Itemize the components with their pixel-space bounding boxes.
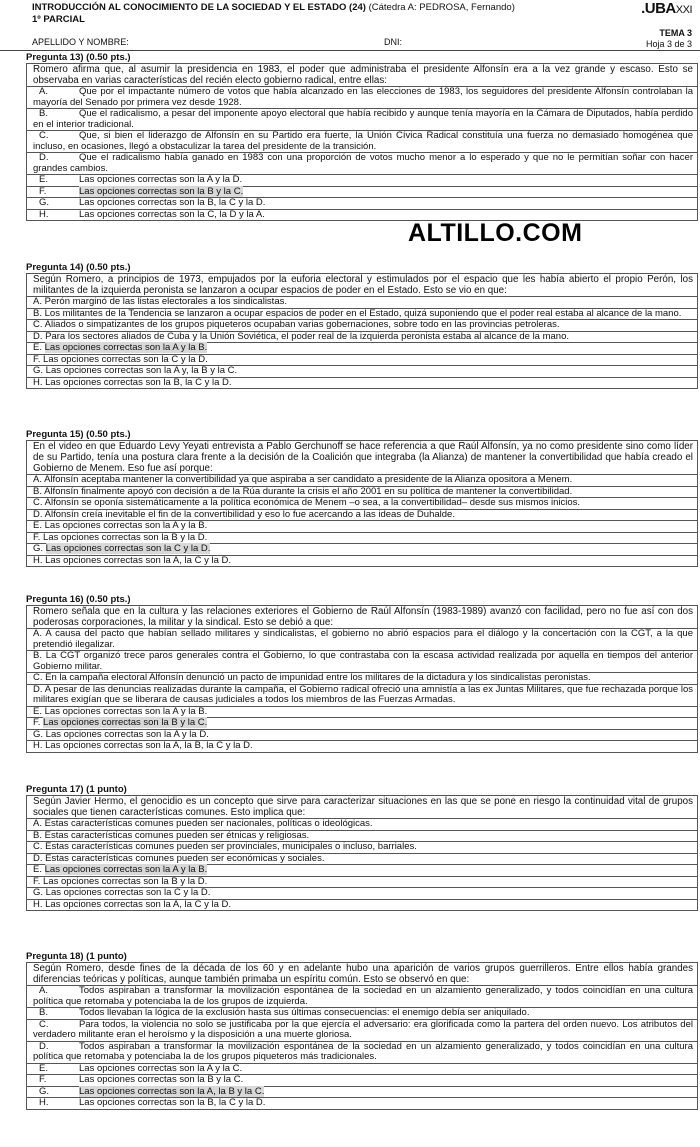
option-text: Las opciones correctas son la B, la C y la D. <box>79 1097 266 1108</box>
option-text: Estas características comunes pueden ser nacionales, políticas o ideológicas. <box>44 818 373 829</box>
option-letter: F. <box>33 875 41 887</box>
option-letter: H. <box>39 208 49 220</box>
option-text: Que el radicalismo había ganado en 1983 con una proporción de votos mucho menor a lo esperado y que no le permitían soñar con hacer grandes cambios. <box>33 152 693 174</box>
question-title: Pregunta 17) (1 punto) <box>26 784 127 795</box>
option-letter: F. <box>39 185 47 197</box>
option-text: Estas características comunes pueden ser económicas y sociales. <box>45 852 325 864</box>
option-text: Las opciones correctas son la B, la C y la D. <box>45 376 232 388</box>
answer-option[interactable] <box>26 175 698 187</box>
option-text: Las opciones correctas son la A y, la B y la C. <box>45 365 238 376</box>
option-text: Alfonsín finalmente apoyó con decisión a de la Rúa durante la crisis el año 2001 en su política de mantener la convertibilidad. <box>44 485 573 497</box>
option-letter: C. <box>33 319 43 330</box>
option-text: En la campaña electoral Alfonsín denunció un pacto de impunidad entre los militares de la dictadura y los sindicalistas peronistas. <box>45 672 591 683</box>
option-letter: D. <box>39 1040 49 1052</box>
option-letter: B. <box>33 485 42 497</box>
answer-option[interactable] <box>26 741 698 753</box>
answer-option[interactable] <box>26 1020 698 1042</box>
tema-block <box>646 28 692 50</box>
option-text: Alfonsín creía inevitable el fin de la convertibilidad y eso lo fue acercando a las ideas de Duhalde. <box>44 508 455 520</box>
question-13 <box>26 52 698 221</box>
option-letter: A. <box>33 474 42 485</box>
question-stem: Según Romero, desde fines de la década de los 60 y en adelante hubo una aparición de varios grupos guerrilleros. Entre ellos había grandes diferencias teóricas y políticas, aunque también primaba un espíritu común. Esto se observó en que: <box>26 962 698 986</box>
option-text: Las opciones correctas son la C y la D. <box>45 887 211 898</box>
option-letter: A. <box>33 296 42 307</box>
option-text: Que, si bien el liderazgo de Alfonsín en su Partido era fuerte, la Unión Cívica Radical constituía una fuerza no demasiado homogénea que incluso, en ocasiones, llegó a obstaculizar la tarea del presidente de la transición. <box>33 130 693 152</box>
option-text: Las opciones correctas son la A, la B, la C y la D. <box>45 740 253 751</box>
question-stem: Romero señala que en la cultura y las relaciones exteriores el Gobierno de Raúl Alfonsín (1983-1989) avanzó con facilidad, pero no fue así con dos poderosas corporaciones, la militar y la sindical. Esto se debió a que: <box>26 605 698 629</box>
option-text: Que por el impactante número de votos que había alcanzado en las elecciones de 1983, los seguidores del presidente Alfonsín controlaban la mayoría del Senado por primera vez desde 1928. <box>33 86 693 108</box>
option-text: Todos llevaban la lógica de la exclusión hasta sus últimas consecuencias: el enemigo debía ser aniquilado. <box>79 1007 530 1018</box>
answer-option[interactable] <box>26 1075 698 1087</box>
option-text: Las opciones correctas son la A y la B. <box>44 705 208 717</box>
page-counter: Hoja 3 de 3 <box>645 39 692 49</box>
question-stem: Según Javier Hermo, el genocidio es un concepto que sirve para caracterizar situaciones en las que se pone en riesgo la continuidad vital de grupos sociales que tienen características comunes. Esto implica que: <box>26 795 698 819</box>
answer-option[interactable] <box>26 131 698 153</box>
option-letter: A. <box>33 818 42 829</box>
option-text: Las opciones correctas son la B y la D. <box>43 875 208 887</box>
option-text: Las opciones correctas son la B y la D. <box>43 531 208 543</box>
watermark: ALTILLO.COM <box>408 219 583 247</box>
option-letter: C. <box>33 841 43 852</box>
option-text: Todos aspiraban a transformar la movilización espontánea de la sociedad en un alzamiento generalizado, y todos coincidían en una cultura política que retomaba y potenciaba la de los grupos piqueteros más tradicionales. <box>33 1040 693 1062</box>
course-title <box>32 2 515 13</box>
answer-option[interactable] <box>26 900 698 912</box>
exam-term: 1º PARCIAL <box>32 14 85 25</box>
answer-option[interactable] <box>26 109 698 131</box>
option-text: Las opciones correctas son la A y la D. <box>45 728 209 740</box>
option-letter: G. <box>33 365 44 376</box>
uba-xxi-logo: .UBAXXI <box>641 0 692 17</box>
option-letter: H. <box>33 740 43 751</box>
option-letter: A. <box>39 86 48 97</box>
option-letter: G. <box>33 543 44 554</box>
option-text: Estas características comunes pueden ser étnicas y religiosas. <box>44 829 310 841</box>
option-letter: G. <box>33 887 44 898</box>
answer-option[interactable] <box>26 1098 698 1110</box>
option-letter: B. <box>33 307 42 319</box>
tema-label: TEMA 3 <box>659 28 692 38</box>
question-title: Pregunta 14) (0.50 pts.) <box>26 262 131 273</box>
option-letter: E. <box>33 864 42 875</box>
option-letter: C. <box>39 130 49 141</box>
question-15 <box>26 429 698 567</box>
option-text: Las opciones correctas son la C y la D. <box>45 543 211 554</box>
question-stem: En el video en que Eduardo Levy Yeyati entrevista a Pablo Gerchunoff se hace referencia a que Raúl Alfonsín, ya no como presidente sino como líder de su Partido, tenía una postura clara frente a la decisión de la Coalición que integraba (la Alianza) de mantener la convertibilidad que había creado el Gobierno de Menem. Eso fue así porque: <box>26 440 698 475</box>
option-text: A causa del pacto que habían sellado militares y sindicalistas, el gobierno no abrió espacios para el diálogo y la concertación con la CGT, a la que pretendió ilegalizar. <box>33 628 693 650</box>
option-letter: A. <box>33 628 42 639</box>
option-letter: G. <box>33 728 44 740</box>
question-title: Pregunta 16) (0.50 pts.) <box>26 594 131 605</box>
option-text: Que el radicalismo, a pesar del imponente apoyo electoral que había recibido y aunque tenía mayoría en la Cámara de Diputados, había perdido en el interior tradicional. <box>33 108 693 130</box>
option-letter: H. <box>33 898 43 910</box>
option-text: Las opciones correctas son la A y la B. <box>44 864 208 875</box>
option-text: Aliados o simpatizantes de los grupos piqueteros ocupaban varias gobernaciones, sobre todo en las provincias petroleras. <box>44 319 560 330</box>
answer-option[interactable] <box>26 378 698 390</box>
answer-option[interactable] <box>26 87 698 109</box>
option-letter: C. <box>33 497 43 508</box>
option-letter: B. <box>39 108 48 119</box>
option-letter: C. <box>33 672 43 683</box>
question-16 <box>26 594 698 753</box>
option-letter: E. <box>33 520 42 531</box>
option-letter: E. <box>33 342 42 353</box>
answer-option[interactable] <box>26 210 698 222</box>
dni-label: DNI: <box>384 37 402 47</box>
course-name: INTRODUCCIÓN AL CONOCIMIENTO DE LA SOCIEDAD Y EL ESTADO (24) <box>32 2 366 13</box>
answer-option[interactable] <box>26 986 698 1008</box>
option-text: A pesar de las denuncias realizadas durante la campaña, el Gobierno radical ofreció una amnistía a las ex Juntas Militares, que fue rechazada porque los militares exigían que se liberara de causas judiciales a todos los miembros de las Fuerzas Armadas. <box>33 683 693 705</box>
option-letter: F. <box>39 1074 47 1085</box>
question-title: Pregunta 15) (0.50 pts.) <box>26 429 131 440</box>
apellido-label: APELLIDO Y NOMBRE: <box>32 37 129 47</box>
answer-option[interactable] <box>26 651 698 673</box>
option-letter: E. <box>33 705 42 717</box>
option-text: Las opciones correctas son la B y la C. <box>79 1074 244 1085</box>
option-text: Para los sectores aliados de Cuba y la Unión Soviética, el poder real de la izquierda peronista estaba al alcance de la mano. <box>45 330 570 342</box>
option-text: Para todos, la violencia no solo se justificaba por la que ejercía el adversario: era glorificada como la partera del orden nuevo. Los atributos del verdadero militante eran el heroísmo y la disposición a una muerte gloriosa. <box>33 1018 693 1040</box>
question-stem: Según Romero, a principios de 1973, empujados por la euforia electoral y estimulados por el espacio que les había abierto el propio Perón, los militantes de la izquierda peronista se lanzaron a ocupar espacios de poder en el Estado. Esto se vio en que: <box>26 273 698 297</box>
option-letter: F. <box>33 717 41 728</box>
option-letter: D. <box>33 852 43 864</box>
option-text: Las opciones correctas son la C y la D. <box>43 353 208 365</box>
option-letter: A. <box>39 985 48 996</box>
question-14 <box>26 262 698 389</box>
option-text: Los militantes de la Tendencia se lanzaron a ocupar espacios de poder en el Estado, quizá suponiendo que el poder real estaba al alcance de la mano. <box>44 307 682 319</box>
option-letter: B. <box>33 829 42 841</box>
option-text: Alfonsín se oponía sistemáticamente a la política económica de Menem –o sea, a la convertibilidad– desde sus mismos inicios. <box>44 497 581 508</box>
question-18 <box>26 951 698 1110</box>
option-letter: D. <box>33 330 43 342</box>
option-text: Las opciones correctas son la B y la C. <box>43 717 208 728</box>
question-17 <box>26 784 698 911</box>
option-text: La CGT organizó trece paros generales contra el Gobierno, lo que contrastaba con la escasa actividad realizada por aquella en tiempos del anterior Gobierno militar. <box>33 650 694 672</box>
option-letter: H. <box>33 376 43 388</box>
option-letter: B. <box>33 650 42 661</box>
option-letter: H. <box>39 1097 49 1108</box>
option-text: Las opciones correctas son la A, la B y la C. <box>79 1085 265 1097</box>
option-letter: D. <box>33 683 43 695</box>
option-text: Alfonsín aceptaba mantener la convertibilidad ya que aspiraba a ser candidato a presidente de la Alianza opositora a Menem. <box>44 474 573 485</box>
option-letter: F. <box>33 353 41 365</box>
option-letter: G. <box>39 197 50 208</box>
chair-name: (Cátedra A: PEDROSA, Fernando) <box>368 2 515 13</box>
answer-option[interactable] <box>26 153 698 175</box>
answer-option[interactable] <box>26 1042 698 1064</box>
option-letter: F. <box>33 531 41 543</box>
option-letter: E. <box>39 174 48 185</box>
option-text: Las opciones correctas son la A y la C. <box>79 1062 243 1074</box>
option-letter: B. <box>39 1007 48 1018</box>
header-divider <box>0 50 700 51</box>
question-stem: Romero afirma que, al asumir la presidencia en 1983, el poder que administraba el presidente Alfonsín era a la vez grande y escaso. Esto se observaba en varias características del recién electo gobierno radical, entre ellas: <box>26 63 698 87</box>
option-text: Las opciones correctas son la A y la D. <box>79 174 243 185</box>
option-letter: E. <box>39 1062 48 1074</box>
option-letter: C. <box>39 1018 49 1030</box>
option-text: Las opciones correctas son la A y la B. <box>44 342 208 353</box>
option-letter: D. <box>33 508 43 520</box>
option-letter: D. <box>39 152 49 163</box>
answer-option[interactable] <box>26 685 698 707</box>
option-letter: H. <box>33 554 43 566</box>
question-title: Pregunta 18) (1 punto) <box>26 951 127 962</box>
option-text: Las opciones correctas son la A, la C y la D. <box>45 554 232 566</box>
option-text: Las opciones correctas son la B y la C. <box>79 185 244 197</box>
answer-option[interactable] <box>26 556 698 568</box>
option-text: Todos aspiraban a transformar la movilización espontánea de la sociedad en un alzamiento generalizado, y todos coincidían en una cultura política que retomaba y potenciaba la de los grupos de izquierda. <box>33 985 693 1007</box>
option-text: Las opciones correctas son la C, la D y la A. <box>79 208 265 220</box>
option-letter: G. <box>39 1085 50 1097</box>
answer-option[interactable] <box>26 629 698 651</box>
question-title: Pregunta 13) (0.50 pts.) <box>26 52 131 63</box>
option-text: Perón marginó de las listas electorales a los sindicalistas. <box>44 296 287 307</box>
option-text: Las opciones correctas son la A y la B. <box>44 520 208 531</box>
option-text: Estas características comunes pueden ser provinciales, municipales o incluso, barriales. <box>45 841 417 852</box>
option-text: Las opciones correctas son la B, la C y la D. <box>79 197 266 208</box>
option-text: Las opciones correctas son la A, la C y la D. <box>45 898 232 910</box>
